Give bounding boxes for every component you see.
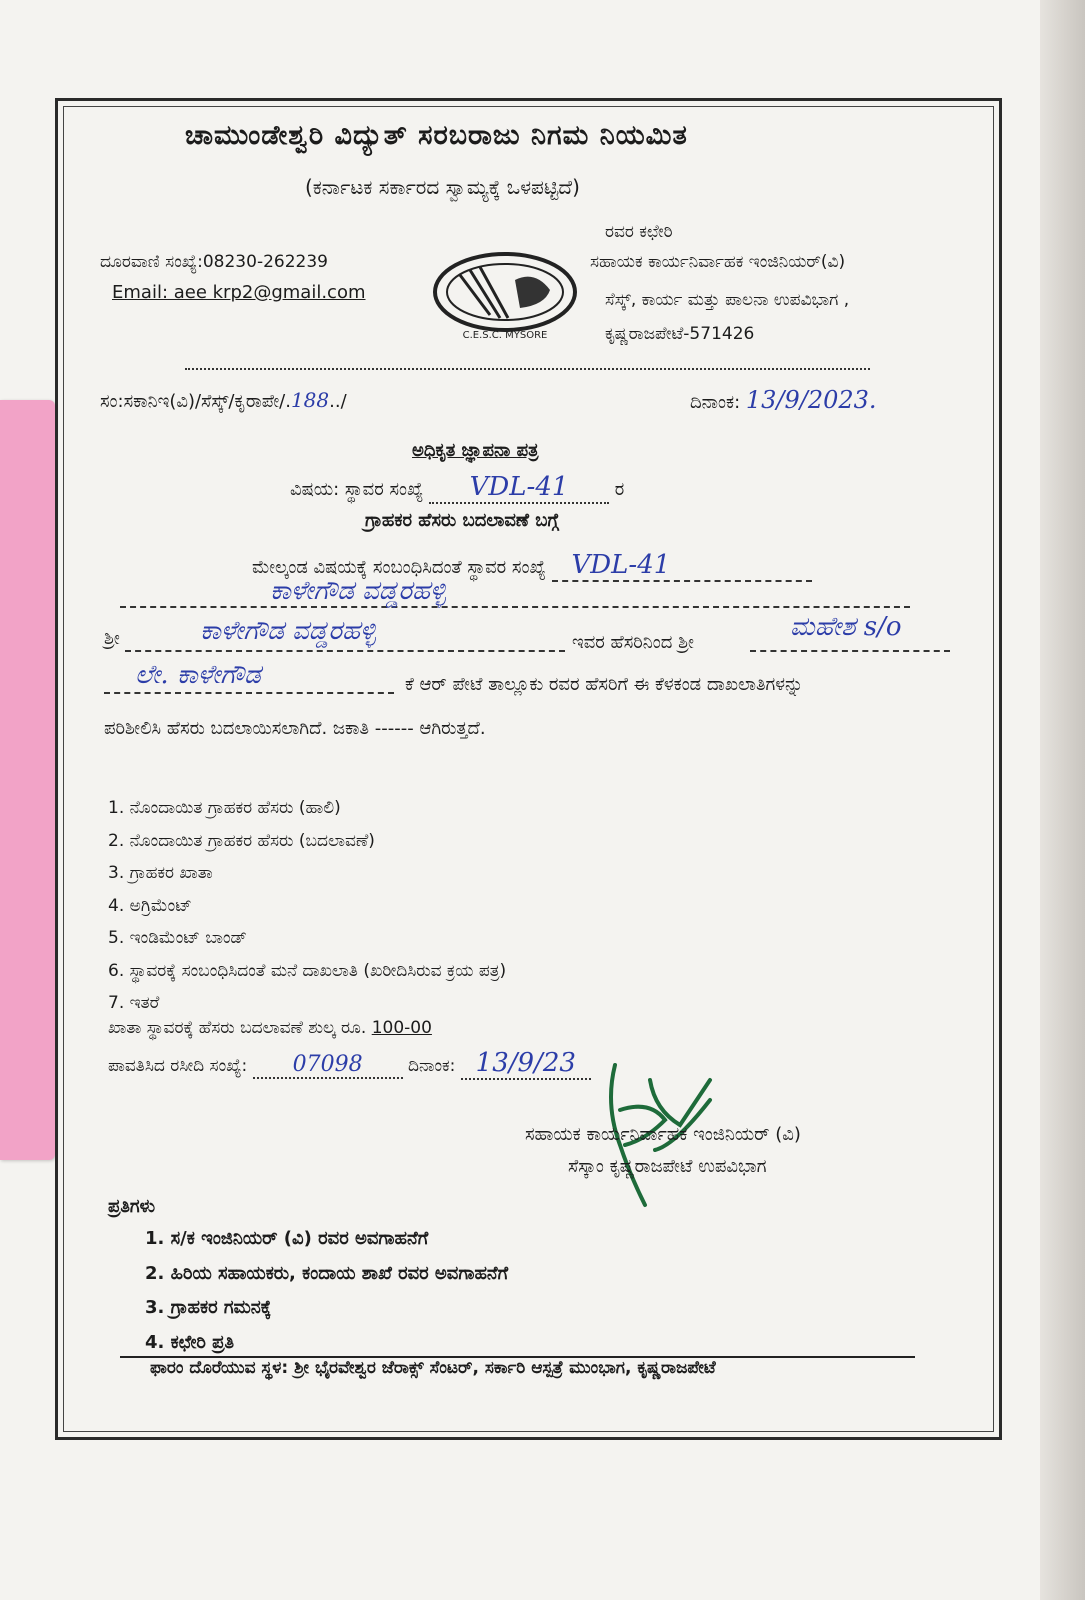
signatory-office: ಸೆಸ್ಕಾಂ ಕೃಷ್ಣರಾಜಪೇಟೆ ಉಪವಿಭಾಗ	[568, 1156, 767, 1177]
org-name: ಚಾಮುಂಡೇಶ್ವರಿ ವಿದ್ಯುತ್ ಸರಬರಾಜು ನಿಗಮ ನಿಯಮಿತ	[185, 120, 688, 151]
issue-date-label: ದಿನಾಂಕ:	[690, 392, 741, 413]
copy-item: 1. ಸ/ಕ ಇಂಜಿನಿಯರ್ (ವಿ) ರವರ ಅವಗಾಹನೆಗೆ	[145, 1228, 429, 1249]
line-2-rule	[120, 606, 910, 608]
receipt-date-label: ದಿನಾಂಕ:	[408, 1056, 456, 1076]
paragraph-line-1-text: ಮೇಲ್ಕಂಡ ವಿಷಯಕ್ಕೆ ಸಂಬಂಧಿಸಿದಂತೆ ಸ್ಥಾವರ ಸಂಖ್ಯೆ	[252, 557, 546, 578]
issue-date-value: 13/9/2023.	[745, 386, 877, 414]
document-item: 7. ಇತರೆ	[108, 993, 160, 1013]
document-item: 3. ಗ್ರಾಹಕರ ಖಾತಾ	[108, 863, 213, 883]
logo-caption: C.E.S.C. MYSORE	[462, 330, 548, 340]
subject-line-2: ಗ್ರಾಹಕರ ಹೆಸರು ಬದಲಾವಣೆ ಬಗ್ಗೆ	[365, 510, 559, 531]
office-line-2: ಸೆಸ್ಕ್, ಕಾರ್ಯ ಮತ್ತು ಪಾಲನಾ ಉಪವಿಭಾಗ ,	[605, 290, 850, 310]
copy-item: 2. ಹಿರಿಯ ಸಹಾಯಕರು, ಕಂದಾಯ ಶಾಖೆ ರವರ ಅವಗಾಹನೆಗೆ	[145, 1262, 509, 1284]
documents-list	[108, 792, 506, 1020]
memo-heading: ಅಧಿಕೃತ ಜ್ಞಾಪನಾ ಪತ್ರ	[412, 440, 539, 461]
sri-value: ಕಾಳೇಗೌಡ ವಡ್ಡರಹಳ್ಳಿ	[200, 616, 376, 646]
sri-rule	[125, 650, 565, 652]
phone-number: ದೂರವಾಣಿ ಸಂಖ್ಯೆ:08230-262239	[100, 252, 328, 272]
office-label: ರವರ ಕಛೇರಿ	[605, 222, 673, 242]
fee-amount: 100-00	[371, 1018, 432, 1038]
name-from-label: ಇವರ ಹೆಸರಿನಿಂದ ಶ್ರೀ	[572, 632, 694, 653]
receipt-date-value: 13/9/23	[461, 1048, 591, 1080]
copy-item: 4. ಕಛೇರಿ ಪ್ರತಿ	[145, 1331, 235, 1353]
receipt-value: 07098	[253, 1052, 403, 1079]
paragraph-line-1-value: VDL-41	[552, 550, 812, 582]
office-line-1: ಸಹಾಯಕ ಕಾರ್ಯನಿರ್ವಾಹಕ ಇಂಜಿನಿಯರ್(ವಿ)	[590, 252, 846, 272]
reference-number	[100, 388, 347, 412]
reference-value: 188	[290, 388, 330, 412]
paper-edge	[1040, 0, 1085, 1600]
document-item: 4. ಅಗ್ರಿಮೆಂಟ್	[108, 895, 192, 916]
copies-list	[145, 1222, 508, 1360]
subject-value: VDL-41	[429, 472, 609, 504]
document-item: 2. ನೊಂದಾಯಿತ ಗ್ರಾಹಕರ ಹೆಸರು (ಬದಲಾವಣೆ)	[108, 830, 375, 851]
org-ownership: (ಕರ್ನಾಟಕ ಸರ್ಕಾರದ ಸ್ವಾಮ್ಯಕ್ಕೆ ಒಳಪಟ್ಟಿದೆ)	[305, 175, 580, 199]
pink-sticky-tab	[0, 400, 55, 1160]
document-item: 1. ನೊಂದಾಯಿತ ಗ್ರಾಹಕರ ಹೆಸರು (ಹಾಲಿ)	[108, 798, 341, 818]
document-item: 6. ಸ್ಥಾವರಕ್ಕೆ ಸಂಬಂಧಿಸಿದಂತೆ ಮನೆ ದಾಖಲಾತಿ (ಖರೀದಿಸಿರುವ ಕ್ರಯ ಪತ್ರ)	[108, 960, 507, 981]
reference-label: ಸಂ:ಸಕಾನಿಇ(ವಿ)/ಸೆಸ್ಕ್/ಕೃರಾಪೇ/.	[100, 391, 291, 412]
name-to-value: ಮಹೇಶ s/o	[790, 612, 902, 642]
header-divider	[185, 368, 870, 370]
copies-heading: ಪ್ರತಿಗಳು	[108, 1196, 156, 1217]
line-4-value: ಲೇ. ಕಾಳೇಗೌಡ	[135, 660, 261, 690]
signatory-title: ಸಹಾಯಕ ಕಾರ್ಯನಿರ್ವಾಹಕ ಇಂಜಿನಿಯರ್ (ವಿ)	[525, 1124, 801, 1145]
fee-line	[108, 1018, 432, 1038]
document-item: 5. ಇಂಡಿಮೆಂಟ್ ಬಾಂಡ್	[108, 928, 247, 948]
copy-item: 3. ಗ್ರಾಹಕರ ಗಮನಕ್ಕೆ	[145, 1297, 272, 1318]
office-line-3: ಕೃಷ್ಣರಾಜಪೇಟೆ-571426	[605, 324, 755, 344]
receipt-line	[108, 1048, 591, 1080]
line-2-value: ಕಾಳೇಗೌಡ ವಡ್ಡರಹಳ್ಳಿ	[270, 576, 446, 606]
line-5-text: ಪರಿಶೀಲಿಸಿ ಹೆಸರು ಬದಲಾಯಿಸಲಾಗಿದೆ. ಜಕಾತಿ ------ ಆಗಿರುತ್ತದೆ.	[104, 718, 486, 739]
name-to-rule	[750, 650, 950, 652]
subject-line	[290, 472, 624, 504]
cesc-logo-icon	[430, 240, 580, 340]
reference-suffix: ../	[329, 391, 347, 412]
line-4-rule	[104, 692, 394, 694]
email-address: Email: aee krp2@gmail.com	[112, 282, 366, 303]
fee-text: ಖಾತಾ ಸ್ಥಾವರಕ್ಕೆ ಹೆಸರು ಬದಲಾವಣೆ ಶುಲ್ಕ ರೂ.	[108, 1018, 367, 1038]
subject-label: ವಿಷಯ: ಸ್ಥಾವರ ಸಂಖ್ಯೆ	[290, 479, 424, 500]
sri-label: ಶ್ರೀ	[104, 628, 120, 649]
issue-date	[690, 386, 877, 414]
line-4-text: ಕೆ ಆರ್ ಪೇಟೆ ತಾಲ್ಲೂಕು ರವರ ಹೆಸರಿಗೆ ಈ ಕೆಳಕಂಡ ದಾಖಲಾತಿಗಳನ್ನು	[405, 674, 804, 695]
subject-suffix: ರ	[614, 479, 625, 500]
footer-text: ಫಾರಂ ದೊರೆಯುವ ಸ್ಥಳ: ಶ್ರೀ ಭೈರವೇಶ್ವರ ಜೆರಾಕ್ಸ್ ಸೆಂಟರ್, ಸರ್ಕಾರಿ ಆಸ್ಪತ್ರೆ ಮುಂಭಾಗ, ಕೃಷ್ಣರಾಜಪೇಟೆ	[150, 1358, 716, 1378]
receipt-label: ಪಾವತಿಸಿದ ರಸೀದಿ ಸಂಖ್ಯೆ:	[108, 1056, 248, 1076]
